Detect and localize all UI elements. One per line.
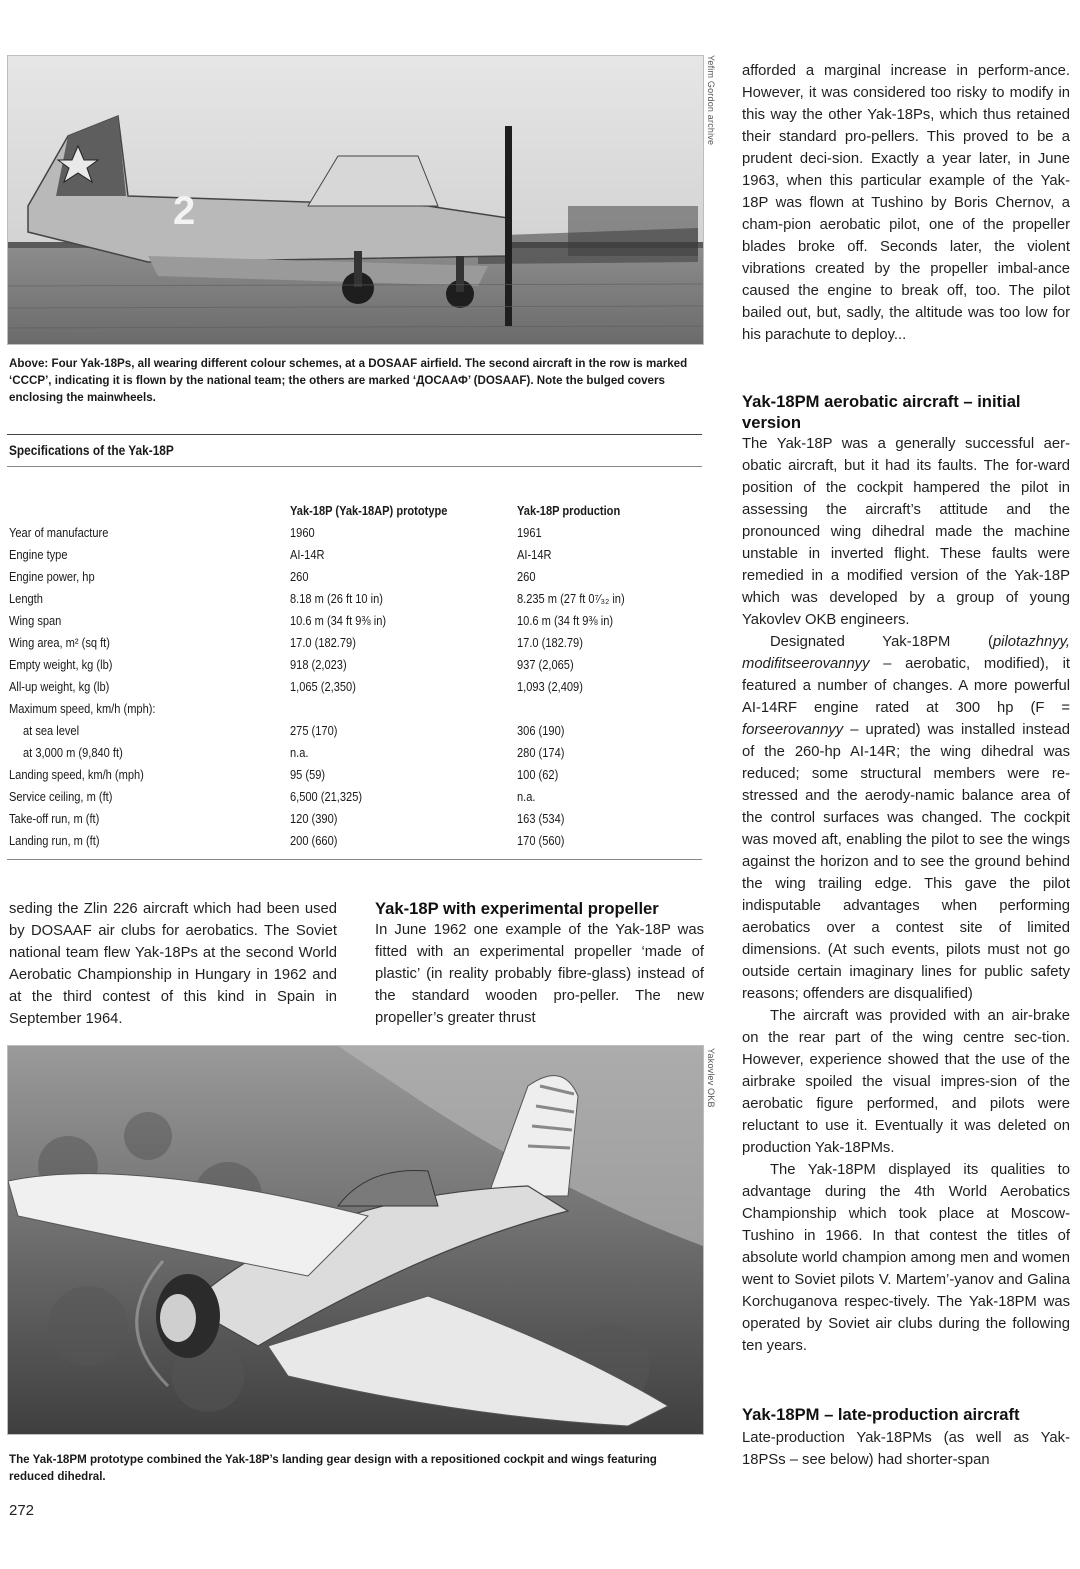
spec-row: at sea level 275 (170) 306 (190) <box>23 723 565 738</box>
right-column-para-6: Late-production Yak-18PMs (as well as Yak-18PSs – see below) had shorter-span <box>742 1430 1070 1468</box>
spec-row: at 3,000 m (9,840 ft) n.a. 280 (174) <box>23 745 565 760</box>
spec-header-label <box>9 500 290 522</box>
right-column-para-3: Designated Yak-18PM (pilotazhnyy, modifitseerovannyy – aerobatic, modified), it featured a number of changes. A more powerful AI-14RF engine rated at 300 hp (F = forseerovannyy – uprated) was installed instead of the 260-hp AI-14R; the wing dihedral was reduced; some structural members were re-stressed and the aerody-namic balance area of the control surfaces was changed. The cockpit was moved aft, enabling the pilot to see the wings against the horizon and to see the ground behind the wing trailing edge. This gave the pilot indisputable advantages when performing aerobatics over a contest site of limited dimensions. (At such events, pilots must not go outside certain imaginary lines for public safety reasons; offenders are disqualified) <box>742 634 1070 1002</box>
spec-row: Landing speed, km/h (mph) 95 (59) 100 (62) <box>9 767 559 782</box>
spec-row: Take-off run, m (ft) 120 (390) 163 (534) <box>9 811 565 826</box>
caption-bottom: The Yak-18PM prototype combined the Yak-18P’s landing gear design with a repositioned cockpit and wings featuring reduced dihedral. <box>9 1453 657 1483</box>
spec-row: Length 8.18 m (26 ft 10 in) 8.235 m (27 ft 0⁷⁄₃₂ in) <box>9 591 625 606</box>
page-number: 272 <box>9 1502 35 1519</box>
spec-header-row <box>9 500 699 522</box>
spec-header-prototype: Yak-18P (Yak-18AP) prototype <box>290 503 448 518</box>
spec-title: Specifications of the Yak-18P <box>9 443 174 458</box>
spec-row: Engine power, hp 260 260 <box>9 569 536 584</box>
right-column-para-4: The aircraft was provided with an air-brake on the rear part of the wing centre sec-tion. However, experience showed that the use of the airbrake spoiled the visual impres-sion of the aerobatic figure performed, and pilots were reluctant to use it. Eventually it was deleted on production Yak-18PMs. <box>742 1008 1070 1156</box>
spec-row: Wing span 10.6 m (34 ft 9⅜ in) 10.6 m (34 ft 9⅜ in) <box>9 613 614 628</box>
spec-header-production: Yak-18P production <box>517 503 621 518</box>
spec-bottom-rule <box>7 859 702 860</box>
photo-credit-top: Yefim Gordon archive <box>706 55 716 146</box>
heading-experimental-propeller: Yak-18P with experimental propeller <box>375 899 659 918</box>
spec-row: Maximum speed, km/h (mph): <box>9 701 156 716</box>
spec-row: Engine type AI-14R AI-14R <box>9 547 552 562</box>
photo-yak18pm-prototype <box>7 1045 704 1435</box>
photo-credit-bottom: Yakovlev OKB <box>706 1048 716 1108</box>
spec-table <box>9 500 699 852</box>
spec-row: Landing run, m (ft) 200 (660) 170 (560) <box>9 833 565 848</box>
right-column-body <box>742 433 1070 1357</box>
spec-row: All-up weight, kg (lb) 1,065 (2,350) 1,093 (2,409) <box>9 679 583 694</box>
spec-title-rule <box>7 466 702 467</box>
heading-yak18pm-late: Yak-18PM – late-production aircraft <box>742 1405 1020 1424</box>
spec-row: Service ceiling, m (ft) 6,500 (21,325) n.a. <box>9 789 536 804</box>
heading-yak18pm-initial: Yak-18PM aerobatic aircraft – initial version <box>742 392 1021 432</box>
caption-top: Above: Four Yak-18Ps, all wearing different colour schemes, at a DOSAAF airfield. The second aircraft in the row is marked ‘CCCP’, indicating it is flown by the national team; the others are marked ‘ДОСААФ’ (DOSAAF). Note the bulged covers enclosing the mainwheels. <box>9 357 688 404</box>
spec-row: Wing area, m² (sq ft) 17.0 (182.79) 17.0 (182.79) <box>9 635 583 650</box>
svg-text:2: 2 <box>173 189 196 233</box>
mid-column-text: In June 1962 one example of the Yak-18P was fitted with an experimental propeller ‘made of plastic’ (in reality probably fibre-glass) instead of the standard wooden pro-peller. The new propeller’s greater thrust <box>375 922 704 1026</box>
spec-top-rule <box>7 434 702 435</box>
photo-yak18p-lineup <box>7 55 704 345</box>
right-column-para-5: The Yak-18PM displayed its qualities to advantage during the 4th World Aerobatics Championship which took place at Moscow-Tushino in 1966. In that contest the titles of absolute world champion among men and women went to Soviet pilots V. Martem’-yanov and Galina Korchuganova respec-tively. The Yak-18PM was operated by Soviet air clubs during the following ten years. <box>742 1162 1070 1354</box>
right-column-para-2: The Yak-18P was a generally successful aer-obatic aircraft, but it had its faults. The for-ward position of the cockpit hampered the pilot in assessing the aircraft’s attitude and the pronounced wing dihedral made the machine unstable in inverted flight. These faults were remedied in a modified version of the Yak-18P which was developed by a group of young Yakovlev OKB engineers. <box>742 436 1070 628</box>
left-column-text: seding the Zlin 226 aircraft which had been used by DOSAAF air clubs for aerobatics. The Soviet national team flew Yak-18Ps at the second World Aerobatic Championship in Hungary in 1962 and at the third contest of this kind in Spain in September 1964. <box>9 901 337 1027</box>
right-column-para-1: afforded a marginal increase in perform-ance. However, it was considered too risky to modify in this way the other Yak-18Ps, which thus retained their standard pro-pellers. This proved to be a prudent deci-sion. Exactly a year later, in June 1963, when this particular example of the Yak-18P was flown at Tushino by Boris Chernov, a cham-pion aerobatic pilot, one of the propeller blades broke off. Seconds later, the violent vibrations created by the propeller imbal-ance caused the engine to break off, too. The pilot bailed out, but, sadly, the altitude was too low for his parachute to deploy... <box>742 63 1070 343</box>
spec-row: Year of manufacture 1960 1961 <box>9 525 542 540</box>
spec-row: Empty weight, kg (lb) 918 (2,023) 937 (2,065) <box>9 657 574 672</box>
